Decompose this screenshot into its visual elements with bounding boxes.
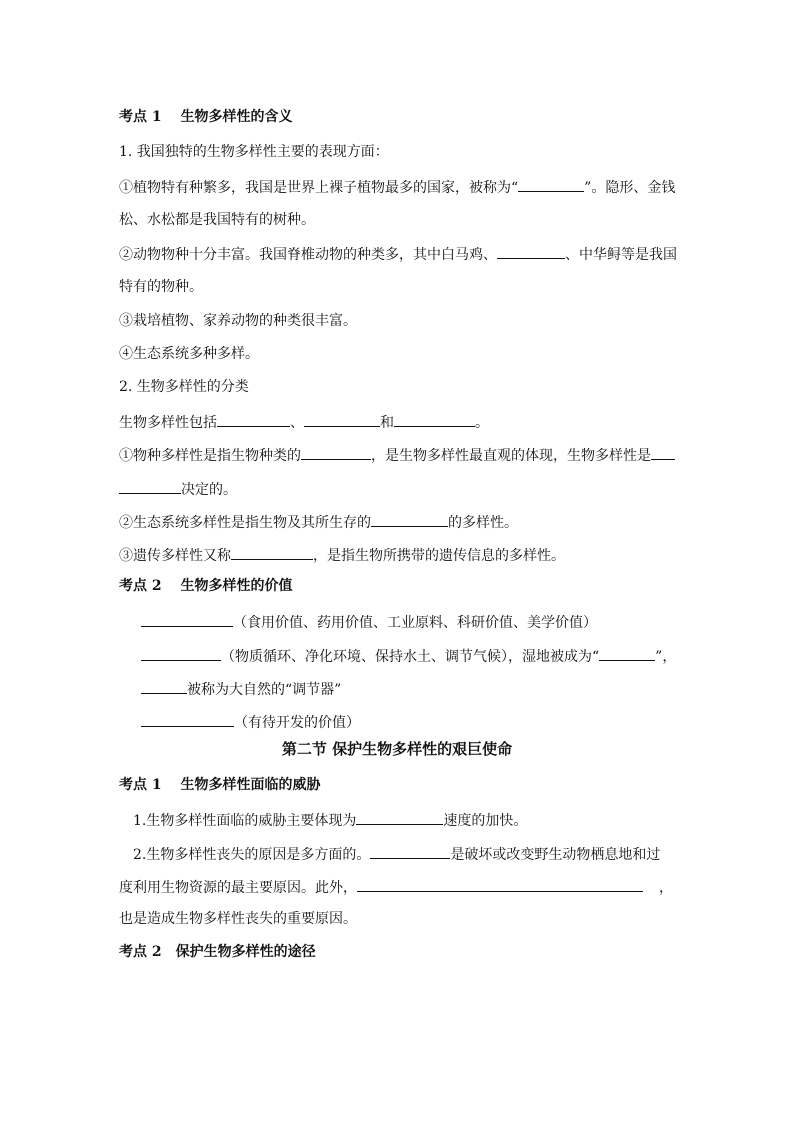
kaodian-1-title: 考点 1 生物多样性的含义 <box>119 109 293 125</box>
blank-indirect-value[interactable] <box>141 646 221 661</box>
value-potential-line: （有待开发的价值） <box>141 712 360 732</box>
blank-genetic-alias[interactable] <box>231 545 313 560</box>
blank-other-causes[interactable] <box>357 877 643 892</box>
kaodian-2-title: 考点 2 生物多样性的价值 <box>119 578 293 594</box>
cultivated-paragraph: ③栽培植物、家养动物的种类很丰富。 <box>119 313 357 329</box>
animal-paragraph-line2: 特有的物种。 <box>119 279 203 295</box>
section2-kaodian-2-title: 考点 2 保护生物多样性的途径 <box>119 944 316 960</box>
item-2-title: 2. 生物多样性的分类 <box>119 379 249 395</box>
blank-direct-value[interactable] <box>141 612 233 627</box>
blank-main-cause[interactable] <box>370 844 450 859</box>
species-diversity-line2: 决定的。 <box>119 479 237 499</box>
genetic-diversity-line: ③遗传多样性又称 ，是指生物所携带的遗传信息的多样性。 <box>119 545 565 565</box>
blank-threat-rate[interactable] <box>356 810 443 825</box>
blank-regulator[interactable] <box>141 679 187 694</box>
item-1-title: 1. 我国独特的生物多样性主要的表现方面： <box>119 144 389 160</box>
blank-diversity-1[interactable] <box>217 412 290 427</box>
cause-line2: 度利用生物资源的最主要原因。此外， ， <box>119 877 673 897</box>
value-regulator-line: 被称为大自然的“调节器” <box>141 679 341 699</box>
cause-line3: 也是造成生物多样性丧失的重要原因。 <box>119 911 357 927</box>
value-direct-line: （食用价值、药用价值、工业原料、科研价值、美学价值） <box>141 612 597 632</box>
section2-kaodian-1-title: 考点 1 生物多样性面临的威胁 <box>119 777 321 793</box>
blank-potential-value[interactable] <box>141 712 234 727</box>
blank-plant-nickname[interactable] <box>518 177 584 192</box>
value-indirect-line: （物质循环、净化环境、保持水土、调节气候），湿地被成为“ ”， <box>141 646 676 666</box>
animal-paragraph-line1: ②动物物种十分丰富。我国脊椎动物的种类多，其中白马鸡、 、中华鲟等是我国 <box>119 244 677 264</box>
blank-wetland-nickname[interactable] <box>599 646 655 661</box>
ecosystem-diversity-line: ②生态系统多样性是指生物及其所生存的 的多样性。 <box>119 512 518 532</box>
blank-diversity-3[interactable] <box>394 412 475 427</box>
section-2-heading: 第二节 保护生物多样性的艰巨使命 <box>281 740 513 758</box>
plant-paragraph-line2: 松、水松都是我国特有的树种。 <box>119 212 315 228</box>
blank-determinant-end[interactable] <box>119 479 181 494</box>
blank-determinant-start[interactable] <box>651 445 675 460</box>
blank-environment[interactable] <box>371 512 448 527</box>
blank-diversity-2[interactable] <box>304 412 380 427</box>
species-diversity-line1: ①物种多样性是指生物种类的 ，是生物多样性最直观的体现，生物多样性是 <box>119 445 675 465</box>
threat-line: 1.生物多样性面临的威胁主要体现为 速度的加快。 <box>133 810 527 830</box>
plant-paragraph-line1: ①植物特有种繁多，我国是世界上裸子植物最多的国家，被称为“ ”。隐形、金钱 <box>119 177 675 197</box>
diversity-includes-line: 生物多样性包括 、 和 。 <box>119 412 489 432</box>
blank-animal-species[interactable] <box>497 244 565 259</box>
ecosystem-paragraph: ④生态系统多种多样。 <box>119 346 259 362</box>
cause-line1: 2.生物多样性丧失的原因是多方面的。 是破坏或改变野生动物栖息地和过 <box>133 844 660 864</box>
blank-species-richness[interactable] <box>301 445 371 460</box>
